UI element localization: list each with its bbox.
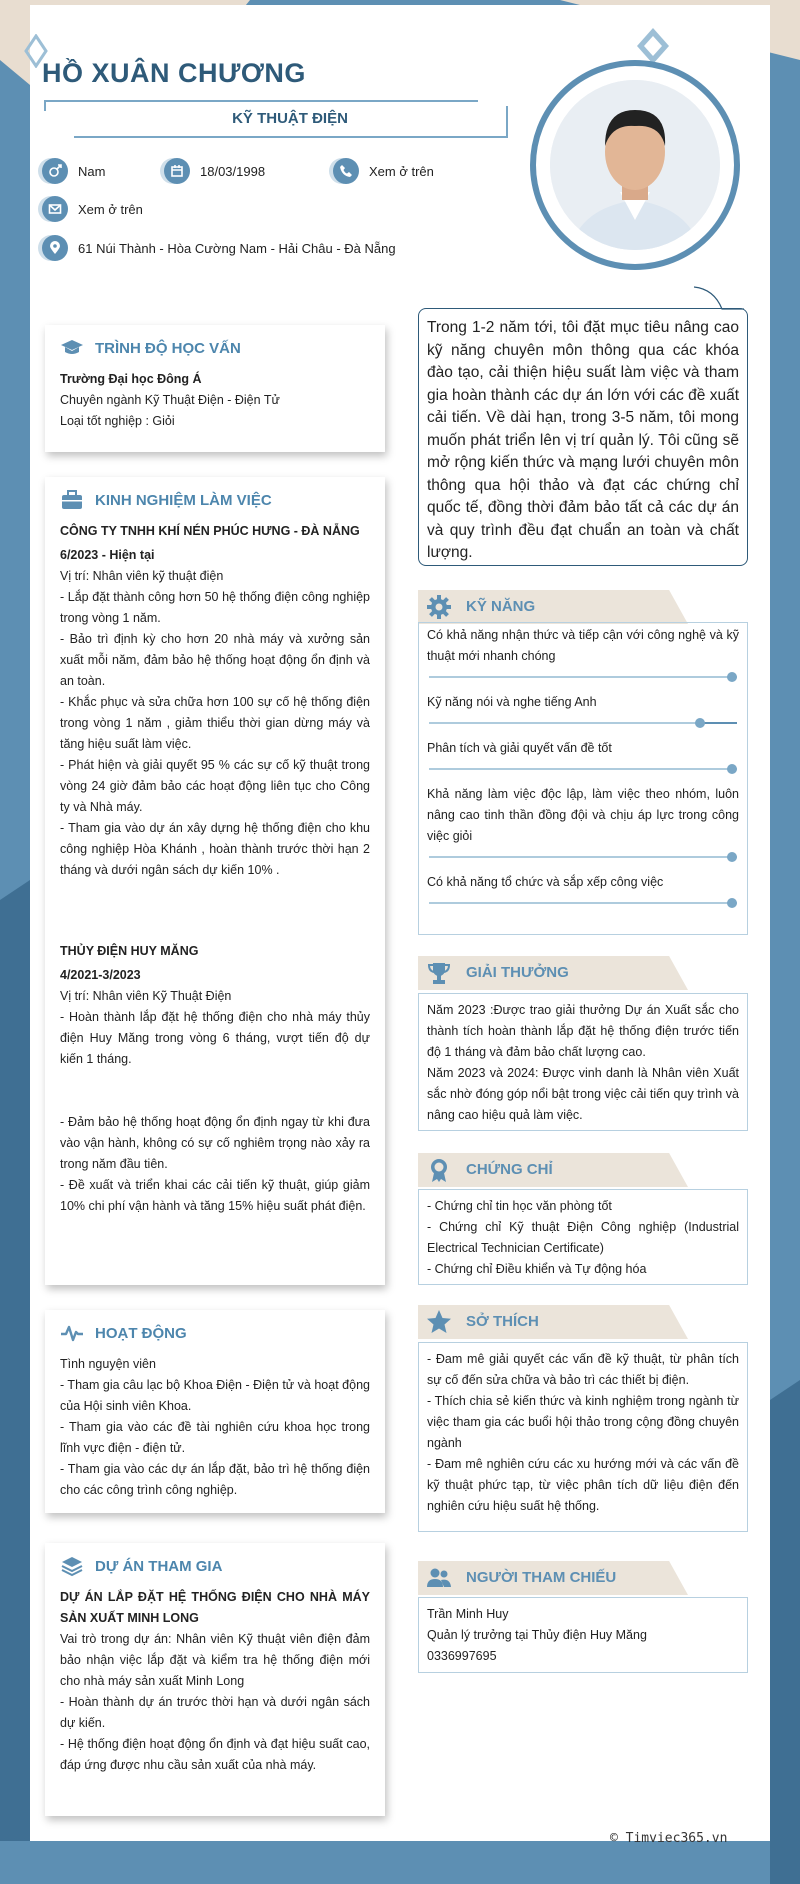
skill-label: Có khả năng nhận thức và tiếp cận với công nghệ và kỹ thuật mới nhanh chóng [427,628,739,663]
skill-label: Kỹ năng nói và nghe tiếng Anh [427,695,597,709]
activity-line: - Tham gia câu lạc bộ Khoa Điện - Điện tử và hoạt động của Hội sinh viên Khoa. [60,1378,370,1413]
hobby-line: - Đam mê nghiên cứu các xu hướng mới và các vấn đề kỹ thuật phức tạp, từ việc phân tích dữ liệu điện đến nghiên cứu hiệu suất hệ thống. [427,1457,739,1513]
skill-bar [429,670,737,684]
project-name: DỰ ÁN LẮP ĐẶT HỆ THỐNG ĐIỆN CHO NHÀ MÁY SẢN XUẤT MINH LONG [60,1590,370,1625]
activity-line: - Tham gia vào các đề tài nghiên cứu khoa học trong lĩnh vực điện - điện tử. [60,1420,370,1455]
job-line: - Phát hiện và giải quyết 95 % các sự cố kỹ thuật trong vòng 24 giờ đảm bảo các hoạt động liên tục cho Công ty và Nhà máy. [60,758,370,814]
email-value: Xem ở trên [78,201,143,217]
activities-header [45,1310,385,1352]
projects-header [45,1543,385,1585]
graduation-grade: Loại tốt nghiệp : Giỏi [60,414,175,428]
skill-knob [727,764,737,774]
skill-item [427,738,739,776]
email-info [42,196,143,222]
project-line: - Hoàn thành dự án trước thời hạn và dưới ngân sách dự kiến. [60,1695,370,1730]
job-line: - Đề xuất và triển khai các cải tiến kỹ thuật, giúp giảm 10% chi phí vận hành và tăng 15% hiệu suất phát điện. [60,1178,370,1213]
activity-line: Tình nguyện viên [60,1357,156,1371]
activities-section [45,1310,385,1513]
address-info [42,235,396,261]
activity-line: - Tham gia vào các dự án lắp đặt, bảo trì hệ thống điện cho các công trình công nghiệp. [60,1462,370,1497]
certificate-line: - Chứng chỉ tin học văn phòng tốt [427,1199,612,1213]
skill-label: Khả năng làm việc độc lập, làm việc theo nhóm, luôn nâng cao tinh thần đồng đội và chịu áp lực trong công việc giỏi [427,787,739,843]
briefcase-icon [60,489,84,511]
skill-label: Có khả năng tổ chức và sắp xếp công việc [427,875,664,889]
job-company: CÔNG TY TNHH KHÍ NÉN PHÚC HƯNG - ĐÀ NẴNG [60,524,360,538]
skill-item [427,872,739,910]
job-company: THỦY ĐIỆN HUY MĂNG [60,944,199,958]
gear-icon [426,594,452,620]
footer-watermark: © Timviec365.vn [610,1831,728,1846]
phone-value: Xem ở trên [369,163,434,179]
graduation-cap-icon [60,337,84,359]
hobbies-title: SỞ THÍCH [466,1313,539,1330]
gender-value: Nam [78,163,106,179]
skills-header [418,590,748,624]
career-objective: Trong 1-2 năm tới, tôi đặt mục tiêu nâng cao kỹ năng chuyên môn thông qua các khóa đào tạo, cải thiện hiệu suất làm việc và tham gia hoàn thành các dự án lớn với các đề xuất cải tiến. Về dài hạn, trong 3-5 năm, tôi mong muốn phát triển lên vị trí quản lý. Tôi cũng sẽ mở rộng kiến thức và mạng lưới chuyên môn thông qua hội thảo và đạt các chứng chỉ quốc tế, đồng thời đảm bảo tất cả các dự án và quy trình đều đạt chuẩn an toàn và chất lượng. [418,308,748,566]
skill-label: Phân tích và giải quyết vấn đề tốt [427,741,612,755]
skill-bar [429,850,737,864]
avatar-frame [530,60,740,270]
job-line: Vị trí: Nhân viên kỹ thuật điện [60,569,224,583]
skills-list [418,622,748,935]
major: Chuyên ngành Kỹ Thuật Điện - Điện Tử [60,393,280,407]
project-line: - Hệ thống điện hoạt động ổn định và đạt hiệu suất cao, đáp ứng được nhu cầu sản xuất của nhà máy. [60,1737,370,1772]
hobbies-list [418,1342,748,1532]
certificates-title: CHỨNG CHỈ [466,1161,553,1178]
reference-phone: 0336997695 [427,1649,497,1663]
skill-bar [429,716,737,730]
skill-item [427,692,739,730]
awards-header [418,956,748,990]
hobby-line: - Đam mê giải quyết các vấn đề kỹ thuật, từ phân tích sự cố đến sửa chữa và bảo trì các thiết bị điện. [427,1352,739,1387]
awards-list [418,993,748,1131]
awards-title: GIẢI THƯỞNG [466,964,569,981]
job-line: Vị trí: Nhân viên Kỹ Thuật Điện [60,989,232,1003]
certificate-line: - Chứng chỉ Kỹ thuật Điện Công nghiệp (Industrial Electrical Technician Certificate) [427,1220,739,1255]
skill-knob [727,672,737,682]
project-line: Vai trò trong dự án: Nhân viên Kỹ thuật viên điện đảm bảo nhận việc lắp đặt và kiểm tra hệ thống điện mới cho nhà máy sản xuất Minh Long [60,1632,370,1688]
skill-knob [695,718,705,728]
users-icon [426,1565,452,1591]
skill-knob [727,898,737,908]
hobbies-header [418,1305,748,1339]
experience-title: KINH NGHIỆM LÀM VIỆC [95,491,272,509]
birthday-info [164,158,265,184]
email-icon [42,196,68,222]
job-line: - Khắc phục và sửa chữa hơn 100 sự cố hệ thống điện trong vòng 1 năm , giảm thiểu thời gian dừng máy và tăng hiệu suất làm việc. [60,695,370,751]
layers-icon [60,1555,84,1577]
phone-icon [333,158,359,184]
reference-position: Quản lý trưởng tại Thủy điện Huy Măng [427,1628,647,1642]
avatar [550,80,720,250]
references-list [418,1597,748,1673]
job-line: - Bảo trì định kỳ cho hơn 20 nhà máy và xưởng sản xuất mỗi năm, đảm bảo hệ thống hoạt động ổn định và an toàn. [60,632,370,688]
skill-knob [727,852,737,862]
address-value: 61 Núi Thành - Hòa Cường Nam - Hải Châu - Đà Nẵng [78,240,396,256]
certificates-header [418,1153,748,1187]
pulse-icon [60,1322,84,1344]
job-period: 4/2021-3/2023 [60,968,141,982]
job-line: - Đảm bảo hệ thống hoạt động ổn định ngay từ khi đưa vào vận hành, không có sự cố nghiêm trọng nào xảy ra trong năm đầu tiên. [60,1115,370,1171]
location-icon [42,235,68,261]
phone-info [333,158,434,184]
trophy-icon [426,960,452,986]
education-title: TRÌNH ĐỘ HỌC VẤN [95,339,241,357]
job-title: KỸ THUẬT ĐIỆN [74,106,508,138]
job-period: 6/2023 - Hiện tại [60,548,155,562]
projects-title: DỰ ÁN THAM GIA [95,1557,223,1575]
certificate-line: - Chứng chỉ Điều khiển và Tự động hóa [427,1262,647,1276]
education-section [45,325,385,452]
experience-header [45,477,385,519]
skill-bar [429,896,737,910]
education-header [45,325,385,367]
references-title: NGƯỜI THAM CHIẾU [466,1569,617,1586]
award-line: Năm 2023 và 2024: Được vinh danh là Nhân viên Xuất sắc nhờ đóng góp nổi bật trong việc cải tiến quy trình và nâng cao hiệu quả làm việc. [427,1066,739,1122]
experience-section [45,477,385,1285]
skills-title: KỸ NĂNG [466,598,536,615]
job-line: - Hoàn thành lắp đặt hệ thống điện cho nhà máy thủy điện Huy Măng trong vòng 6 tháng, vượt tiến độ dự kiến 1 tháng. [60,1010,370,1066]
activities-title: HOẠT ĐỘNG [95,1324,187,1342]
birthday-value: 18/03/1998 [200,163,266,179]
gender-info [42,158,105,184]
candidate-name: HỒ XUÂN CHƯƠNG [42,58,306,88]
hobby-line: - Thích chia sẻ kiến thức và kinh nghiệm trong ngành từ việc tham gia các buổi hội thảo trong cộng đồng chuyên ngành [427,1394,739,1450]
star-icon [426,1309,452,1335]
skill-item [427,625,739,684]
badge-icon [426,1157,452,1183]
certificates-list [418,1189,748,1285]
references-header [418,1561,748,1595]
reference-name: Trần Minh Huy [427,1607,509,1621]
gender-icon [42,158,68,184]
award-line: Năm 2023 :Được trao giải thưởng Dự án Xuất sắc cho thành tích hoàn thành lắp đặt hệ thống điện trước tiến độ 1 tháng và đảm bảo chất lượng cao. [427,1003,739,1059]
job-line: - Tham gia vào dự án xây dựng hệ thống điện cho khu công nghiệp Hòa Khánh , hoàn thành trước thời hạn 2 tháng và dưới ngân sách dự kiến 10% . [60,821,370,877]
school-name: Trường Đại học Đông Á [60,372,202,386]
calendar-icon [164,158,190,184]
skill-bar [429,762,737,776]
job-line: - Lắp đặt thành công hơn 50 hệ thống điện công nghiệp trong vòng 1 năm. [60,590,370,625]
skill-item [427,784,739,864]
projects-section [45,1543,385,1816]
